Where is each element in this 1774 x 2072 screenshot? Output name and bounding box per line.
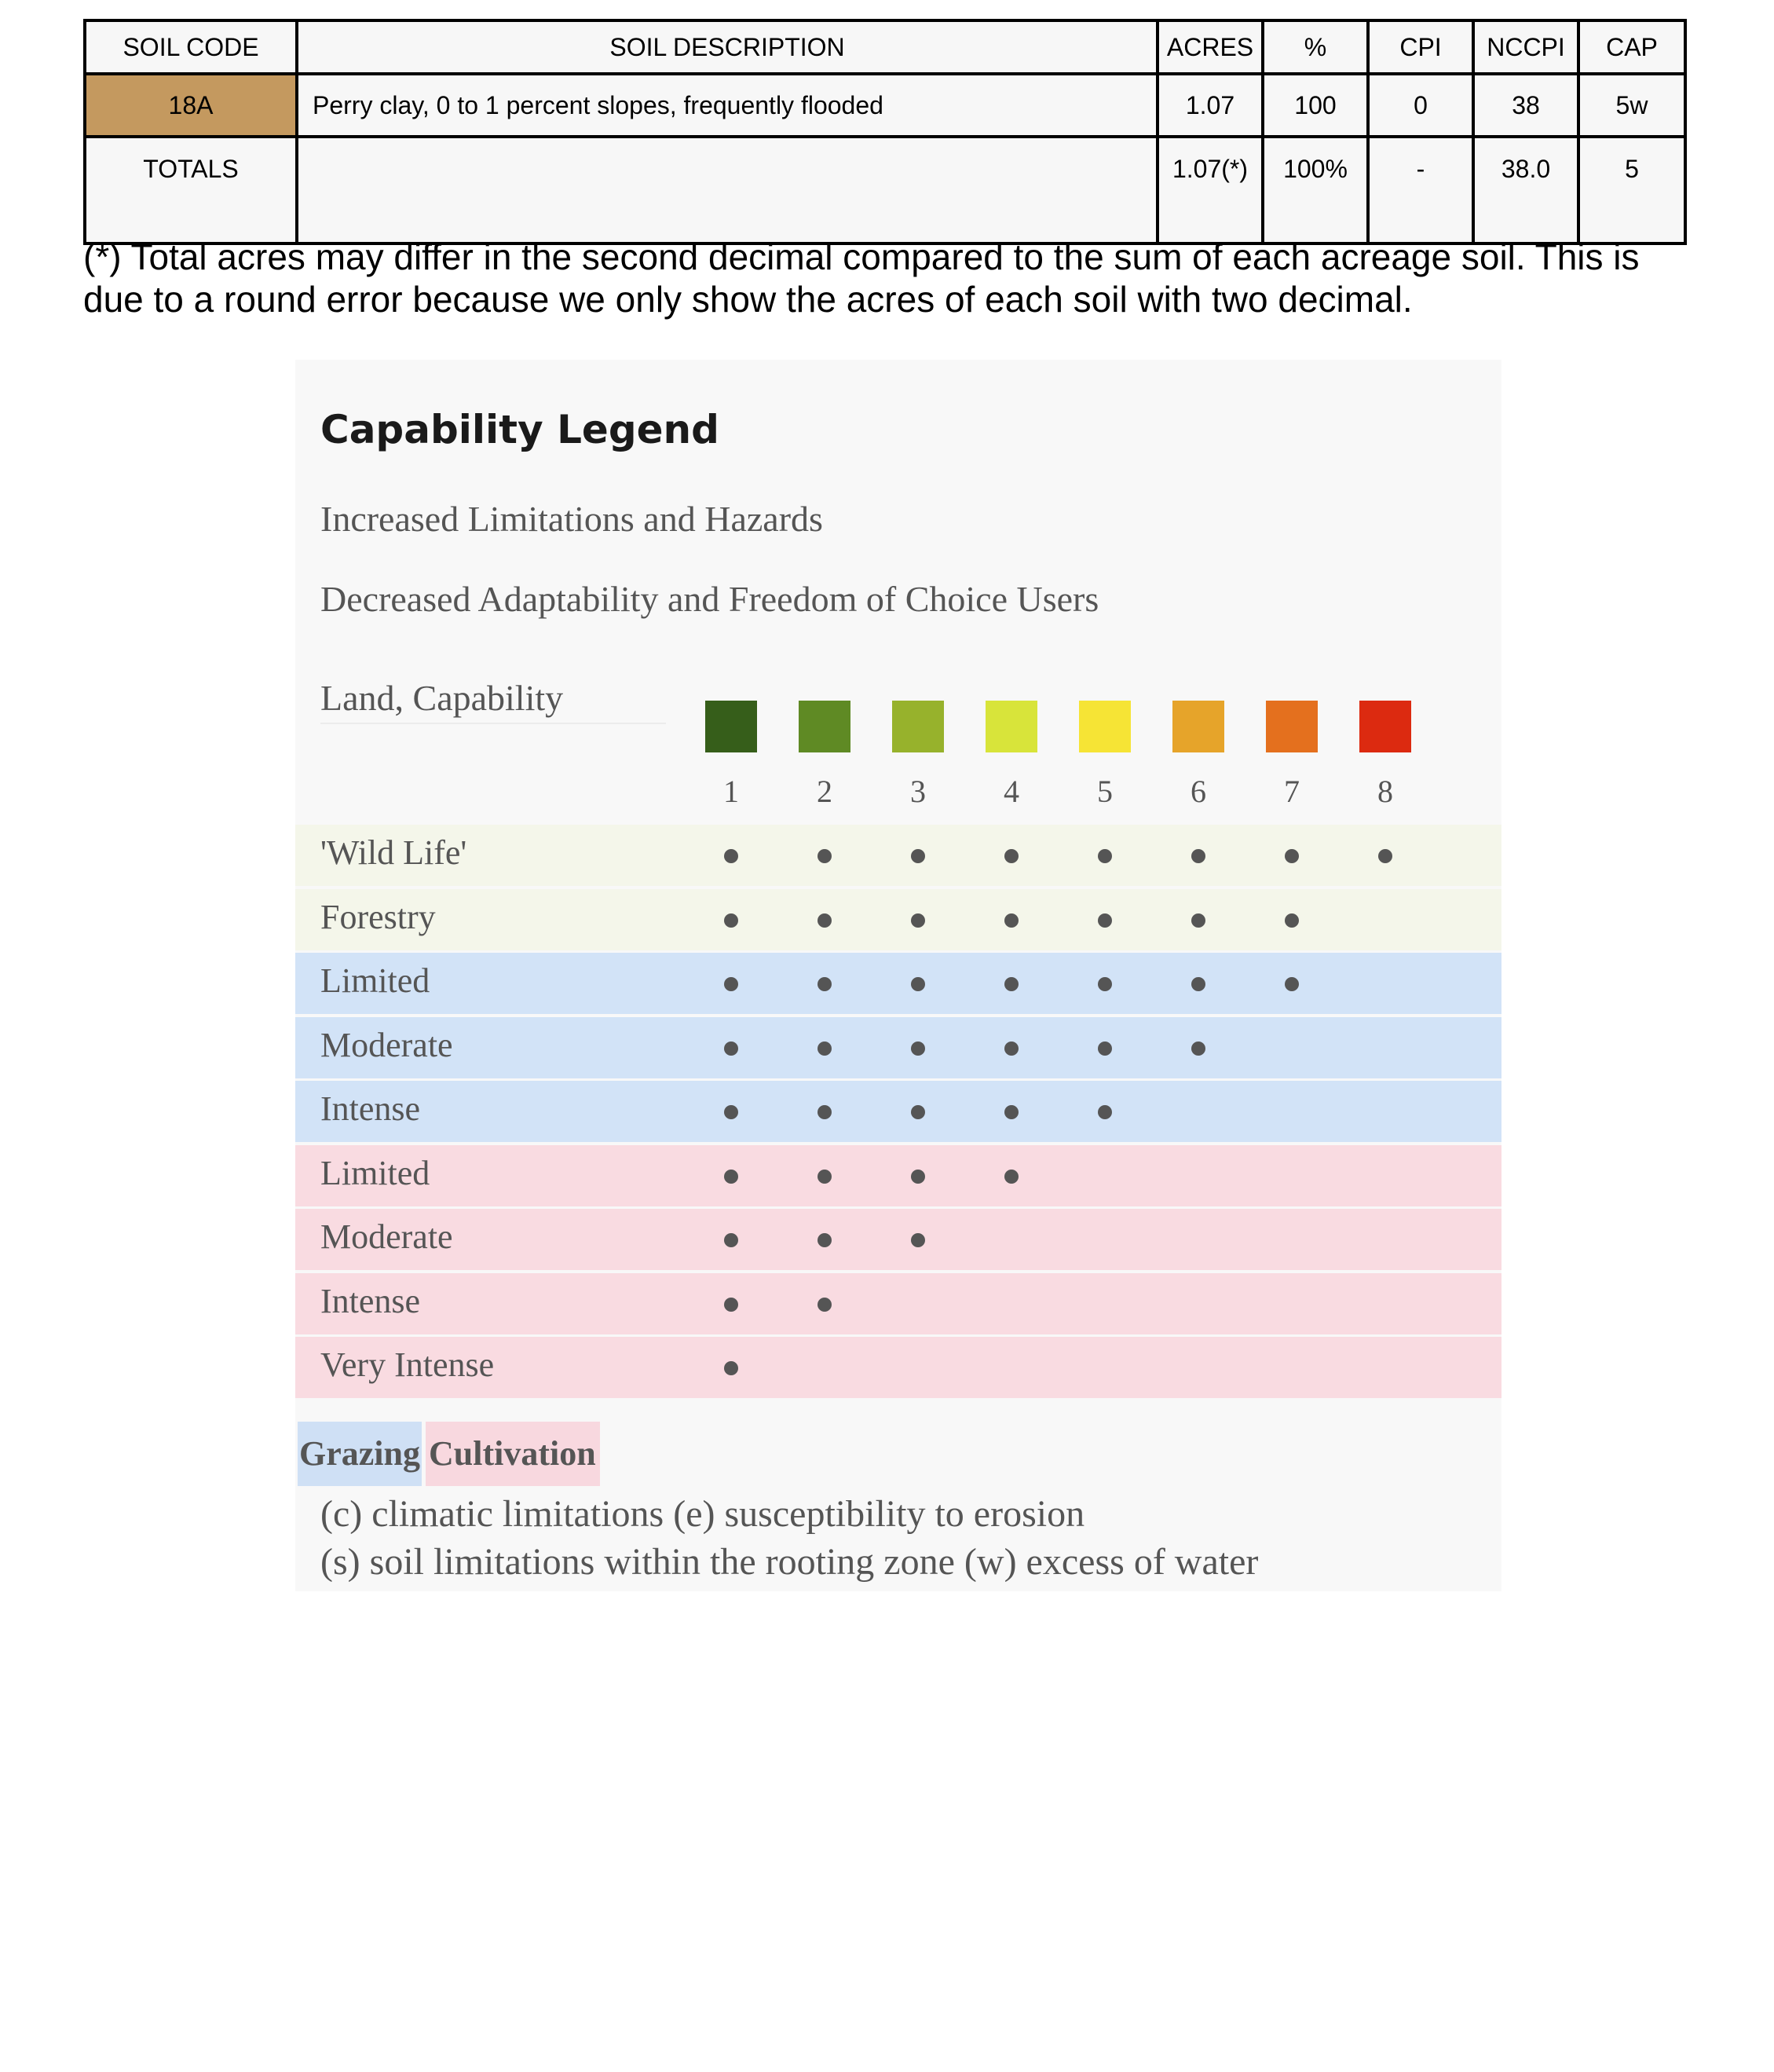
- capability-row-label: Limited: [320, 961, 430, 1000]
- capability-dot: [911, 1233, 925, 1247]
- totals-label: TOTALS: [85, 137, 297, 243]
- class-4-swatch: [986, 701, 1037, 752]
- capability-dot: [818, 977, 832, 991]
- capability-dot: [911, 1041, 925, 1056]
- class-5-swatch: [1079, 701, 1131, 752]
- capability-dot: [1004, 1105, 1019, 1119]
- capability-dot: [724, 1105, 738, 1119]
- soil-description-cell: Perry clay, 0 to 1 percent slopes, frequently flooded: [297, 74, 1158, 137]
- totals-row: [85, 137, 1685, 243]
- totals-cpi: -: [1368, 137, 1473, 243]
- capability-dot: [818, 913, 832, 928]
- percent-cell: 100: [1263, 74, 1368, 137]
- limitation-note-1: (c) climatic limitations (e) susceptibility to erosion: [320, 1493, 1085, 1535]
- class-8-swatch: [1359, 701, 1411, 752]
- capability-row-cultivation: [295, 1337, 1501, 1398]
- soil-code-cell: 18A: [85, 74, 297, 137]
- capability-row-grazing: [295, 953, 1501, 1014]
- capability-row-grazing: [295, 1017, 1501, 1078]
- acreage-footnote: (*) Total acres may differ in the second decimal compared to the sum of each acreage soil. This is due to a round error because we only show the acres of each soil with two decimal.: [83, 236, 1640, 320]
- class-3-swatch: [892, 701, 944, 752]
- cultivation-key: Cultivation: [426, 1422, 600, 1486]
- capability-dot: [1004, 913, 1019, 928]
- capability-dot: [911, 913, 925, 928]
- capability-dot: [818, 1298, 832, 1312]
- capability-row-cultivation: [295, 1273, 1501, 1334]
- capability-dot: [1285, 849, 1299, 863]
- capability-dot: [1004, 1170, 1019, 1184]
- capability-dot: [724, 1170, 738, 1184]
- nccpi-cell: 38: [1473, 74, 1578, 137]
- capability-dot: [1191, 977, 1205, 991]
- capability-row-label: Limited: [320, 1154, 430, 1192]
- capability-dot: [911, 1170, 925, 1184]
- capability-legend: [295, 360, 1501, 1591]
- class-8-number: 8: [1377, 774, 1393, 809]
- capability-row-other: [295, 825, 1501, 886]
- capability-row-label: Intense: [320, 1282, 421, 1320]
- capability-row-other: [295, 889, 1501, 950]
- acres-cell: 1.07: [1158, 74, 1263, 137]
- col-header-cpi: CPI: [1368, 20, 1473, 74]
- totals-cap: 5: [1578, 137, 1685, 243]
- capability-dot: [1378, 849, 1392, 863]
- capability-dot: [1098, 913, 1112, 928]
- capability-dot: [911, 849, 925, 863]
- capability-dot: [724, 1041, 738, 1056]
- class-6-number: 6: [1191, 774, 1206, 809]
- col-header-cap: CAP: [1578, 20, 1685, 74]
- class-7-swatch: [1266, 701, 1318, 752]
- class-2-number: 2: [817, 774, 832, 809]
- totals-nccpi: 38.0: [1473, 137, 1578, 243]
- capability-row-label: Very Intense: [320, 1345, 495, 1384]
- totals-description: [297, 137, 1158, 243]
- col-header-acres: ACRES: [1158, 20, 1263, 74]
- col-header-percent: %: [1263, 20, 1368, 74]
- capability-dot: [818, 1105, 832, 1119]
- capability-dot: [911, 1105, 925, 1119]
- capability-row-label: 'Wild Life': [320, 833, 467, 872]
- capability-dot: [724, 1361, 738, 1375]
- capability-dot: [1098, 1041, 1112, 1056]
- land-capability-underline: [320, 723, 666, 724]
- class-7-number: 7: [1284, 774, 1300, 809]
- class-1-swatch: [705, 701, 757, 752]
- cap-cell: 5w: [1578, 74, 1685, 137]
- capability-dot: [818, 1233, 832, 1247]
- capability-dot: [818, 849, 832, 863]
- capability-dot: [724, 849, 738, 863]
- capability-dot: [724, 1298, 738, 1312]
- capability-dot: [1004, 1041, 1019, 1056]
- col-header-soil-code: SOIL CODE: [85, 20, 297, 74]
- limitation-note-2: (s) soil limitations within the rooting zone (w) excess of water: [320, 1541, 1259, 1583]
- capability-dot: [1285, 913, 1299, 928]
- table-header-row: [85, 20, 1685, 74]
- grazing-key: Grazing: [298, 1422, 422, 1486]
- cpi-cell: 0: [1368, 74, 1473, 137]
- class-2-swatch: [799, 701, 850, 752]
- class-4-number: 4: [1004, 774, 1019, 809]
- class-1-number: 1: [723, 774, 739, 809]
- class-3-number: 3: [910, 774, 926, 809]
- legend-subtitle-adaptability: Decreased Adaptability and Freedom of Choice Users: [320, 579, 1099, 619]
- capability-dot: [818, 1170, 832, 1184]
- class-6-swatch: [1172, 701, 1224, 752]
- capability-row-label: Moderate: [320, 1026, 453, 1064]
- totals-acres: 1.07(*): [1158, 137, 1263, 243]
- capability-dot: [1191, 913, 1205, 928]
- class-5-number: 5: [1097, 774, 1113, 809]
- capability-dot: [1191, 849, 1205, 863]
- capability-dot: [1098, 977, 1112, 991]
- capability-dot: [1098, 849, 1112, 863]
- capability-row-label: Forestry: [320, 898, 436, 936]
- col-header-soil-description: SOIL DESCRIPTION: [297, 20, 1158, 74]
- capability-dot: [1285, 977, 1299, 991]
- capability-dot: [911, 977, 925, 991]
- land-capability-label: Land, Capability: [320, 678, 564, 718]
- capability-dot: [1191, 1041, 1205, 1056]
- table-row: [85, 74, 1685, 137]
- legend-subtitle-limitations: Increased Limitations and Hazards: [320, 499, 823, 539]
- capability-dot: [724, 977, 738, 991]
- capability-row-cultivation: [295, 1209, 1501, 1270]
- capability-row-grazing: [295, 1081, 1501, 1142]
- totals-percent: 100%: [1263, 137, 1368, 243]
- capability-dot: [1004, 849, 1019, 863]
- col-header-nccpi: NCCPI: [1473, 20, 1578, 74]
- capability-dot: [724, 1233, 738, 1247]
- soil-table: [83, 19, 1687, 245]
- capability-dot: [1098, 1105, 1112, 1119]
- capability-row-cultivation: [295, 1145, 1501, 1206]
- capability-dot: [724, 913, 738, 928]
- legend-title: Capability Legend: [320, 407, 719, 452]
- capability-dot: [818, 1041, 832, 1056]
- capability-row-label: Moderate: [320, 1217, 453, 1256]
- capability-row-label: Intense: [320, 1089, 421, 1128]
- capability-dot: [1004, 977, 1019, 991]
